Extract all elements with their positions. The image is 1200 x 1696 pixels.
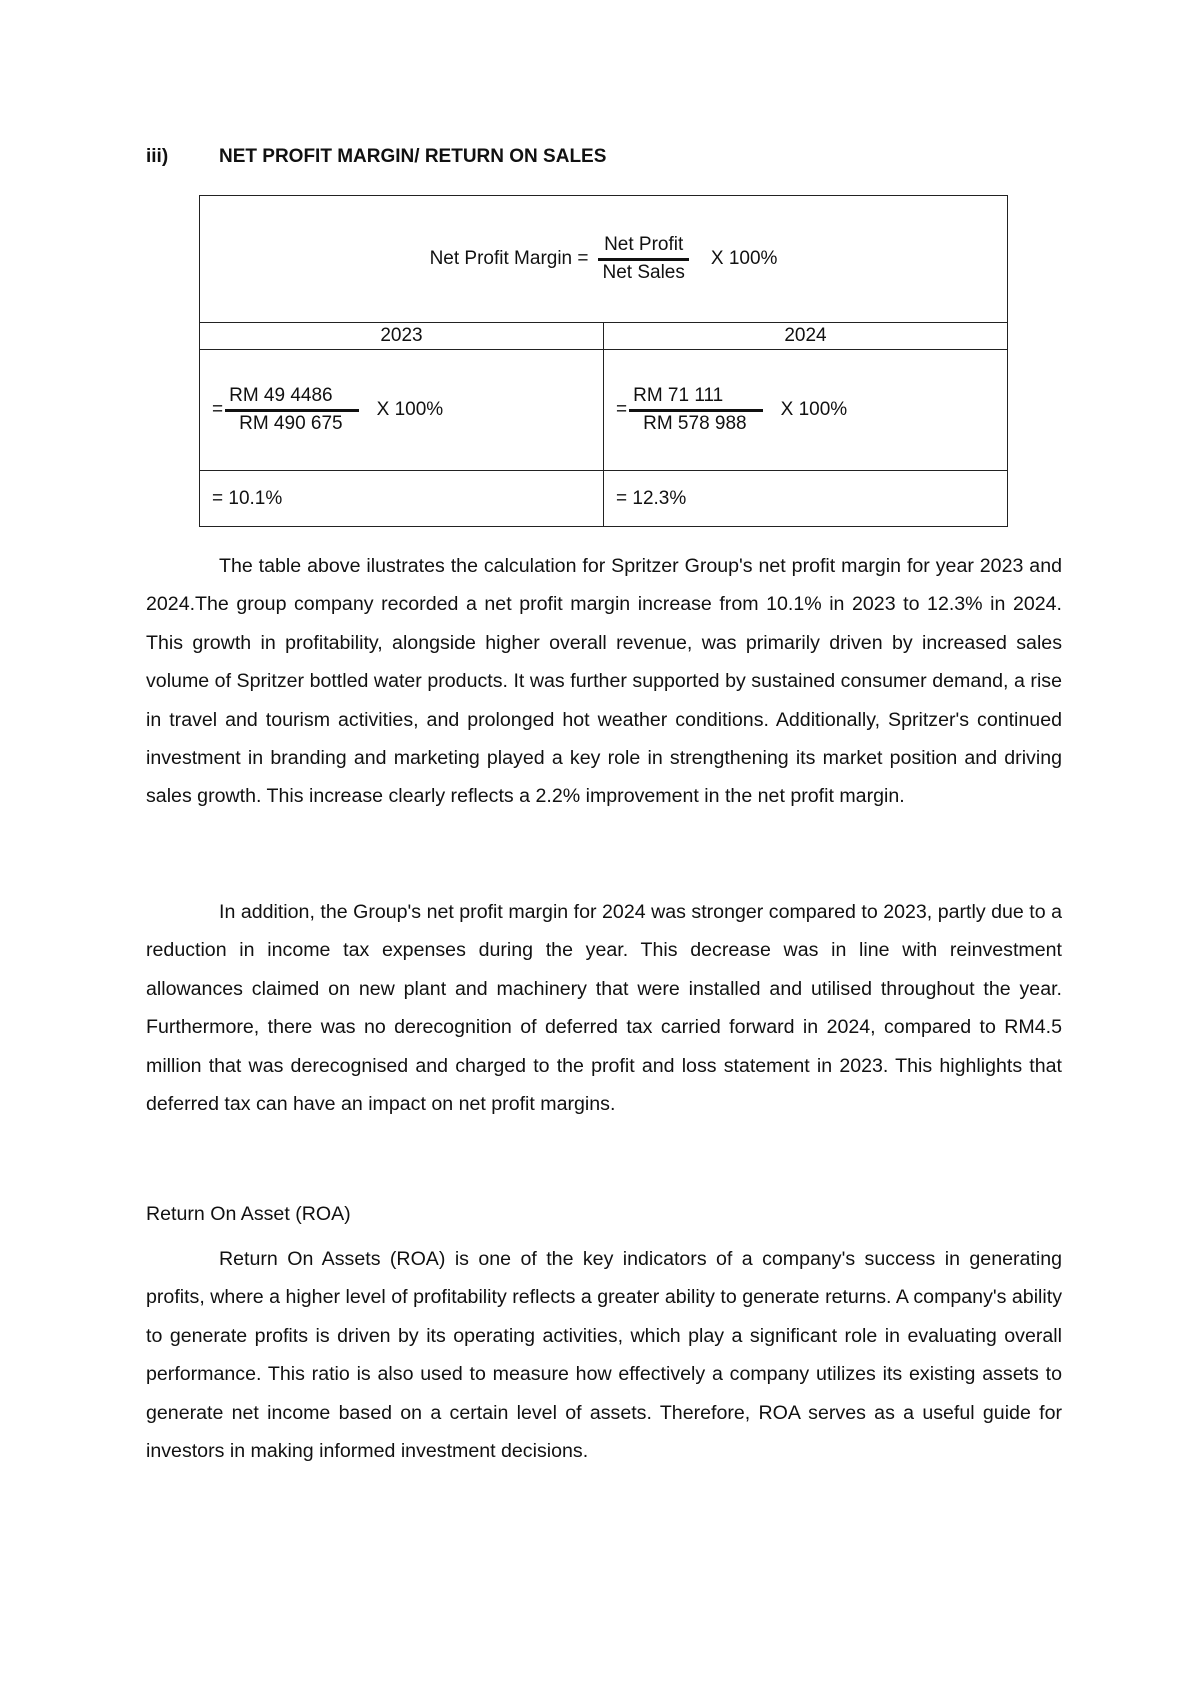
calculation-cell-2024 xyxy=(604,350,1008,471)
paragraph-roa: Return On Assets (ROA) is one of the key indicators of a company's success in generating profits, where a higher level of profitability reflects a greater ability to generate returns. A company's ability to generate profits is driven by its operating activities, which play a significant role in evaluating overall performance. This ratio is also used to measure how effectively a company utilizes its existing assets to generate net income based on a certain level of assets. Therefore, ROA serves as a useful guide for investors in making informed investment decisions. xyxy=(146,1248,1062,1463)
calc-numerator: RM 71 111 xyxy=(629,385,763,412)
calc-multiplier: X 100% xyxy=(376,399,444,420)
paragraph-tax-explanation: In addition, the Group's net profit margin for 2024 was stronger compared to 2023, partly due to a reduction in income tax expenses during the year. This decrease was in line with reinvestment allowances claimed on new plant and machinery that were installed and utilised throughout the year. Furthermore, there was no derecognition of deferred tax carried forward in 2024, compared to RM4.5 million that was derecognised and charged to the profit and loss statement in 2023. This highlights that deferred tax can have an impact on net profit margins. xyxy=(146,901,1062,1116)
calc-denominator: RM 490 675 xyxy=(239,413,343,434)
calc-denominator: RM 578 988 xyxy=(643,413,747,434)
section-number: iii) xyxy=(146,146,169,167)
calc-equals: = xyxy=(616,399,628,420)
year-header-2023: 2023 xyxy=(200,323,604,350)
formula-multiplier: X 100% xyxy=(710,248,778,269)
paragraph-table-explanation: The table above ilustrates the calculation for Spritzer Group's net profit margin for year 2023 and 2024.The group company recorded a net profit margin increase from 10.1% in 2023 to 12.3% in 2024. This growth in profitability, alongside higher overall revenue, was primarily driven by increased sales volume of Spritzer bottled water products. It was further supported by sustained consumer demand, a rise in travel and tourism activities, and prolonged hot weather conditions. Additionally, Spritzer's continued investment in branding and marketing played a key role in strengthening its market position and driving sales growth. This increase clearly reflects a 2.2% improvement in the net profit margin. xyxy=(146,555,1062,808)
calc-fraction xyxy=(629,385,763,435)
result-2024: = 12.3% xyxy=(604,471,1008,527)
formula-fraction xyxy=(597,234,691,284)
formula xyxy=(430,234,778,284)
formula-label: Net Profit Margin = xyxy=(429,248,589,269)
formula-denominator: Net Sales xyxy=(602,262,685,283)
formula-cell xyxy=(200,196,1008,323)
calc-equals: = xyxy=(212,399,224,420)
calc-fraction xyxy=(225,385,359,435)
roa-heading: Return On Asset (ROA) xyxy=(146,1203,351,1225)
formula-numerator: Net Profit xyxy=(598,234,689,261)
net-profit-margin-table xyxy=(199,195,1008,527)
calculation-cell-2023 xyxy=(200,350,604,471)
section-title: NET PROFIT MARGIN/ RETURN ON SALES xyxy=(219,146,607,167)
calc-numerator: RM 49 4486 xyxy=(225,385,359,412)
year-header-2024: 2024 xyxy=(604,323,1008,350)
section-heading xyxy=(146,146,606,168)
result-2023: = 10.1% xyxy=(200,471,604,527)
calc-multiplier: X 100% xyxy=(780,399,848,420)
